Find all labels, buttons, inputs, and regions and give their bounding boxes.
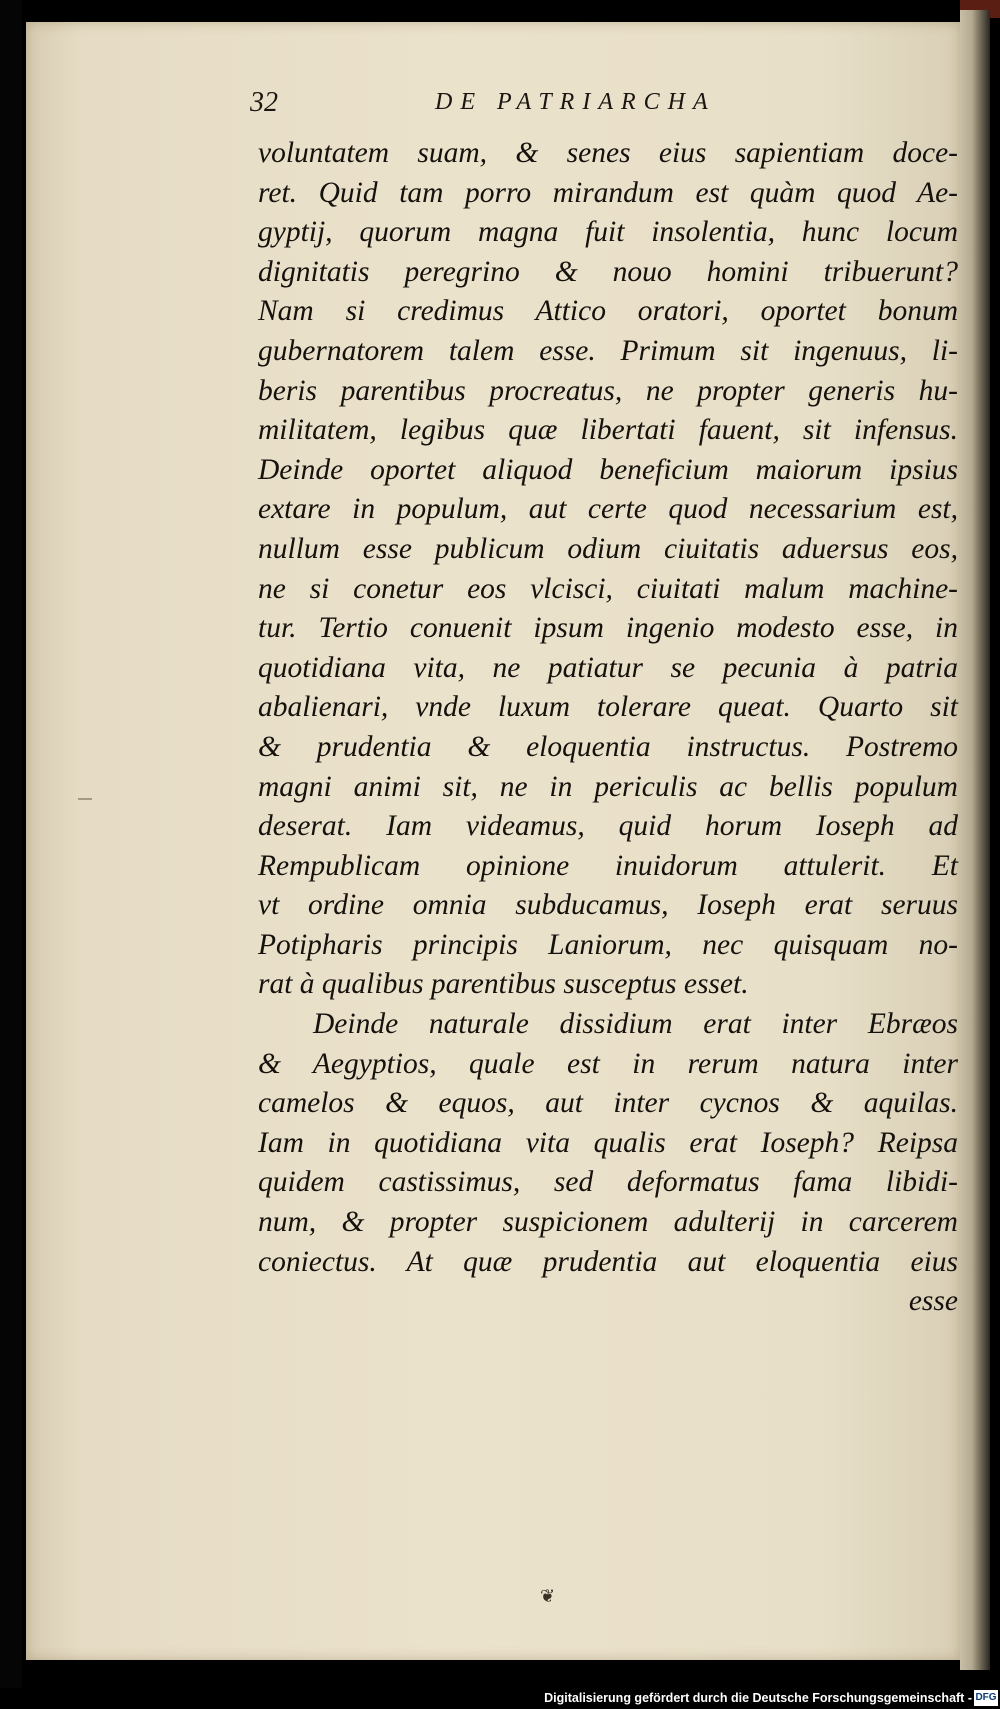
text-line: ret. Quid tam porro mirandum est quàm quod Ae- [258, 176, 958, 209]
page-bottom-mark: ❦ [540, 1586, 556, 1606]
text-line: coniectus. At quæ prudentia aut eloquentia eius [258, 1245, 958, 1278]
text-line: dignitatis peregrino & nouo homini tribuerunt? [258, 255, 958, 288]
text-line: & Aegyptios, quale est in rerum natura inter [258, 1047, 958, 1080]
text-line: Iam in quotidiana vita qualis erat Ioseph? Reipsa [258, 1126, 958, 1159]
text-line: vt ordine omnia subducamus, Ioseph erat seruus [258, 889, 958, 922]
text-line: Nam si credimus Attico oratori, oportet bonum [258, 295, 958, 328]
running-head: DE PATRIARCHA [435, 89, 716, 115]
text-line: camelos & equos, aut inter cycnos & aquilas. [258, 1087, 958, 1120]
text-line: deserat. Iam videamus, quid horum Ioseph ad [258, 810, 958, 843]
text-line: num, & propter suspicionem adulterij in carcerem [258, 1206, 958, 1239]
text-line: tur. Tertio conuenit ipsum ingenio modesto esse, in [258, 612, 958, 645]
digitization-footer [0, 1688, 1000, 1709]
text-line: Deinde naturale dissidium erat inter Ebræos [313, 1008, 958, 1041]
text-line: gubernatorem talem esse. Primum sit ingenuus, li- [258, 334, 958, 367]
body-text [258, 134, 958, 1322]
text-line: rat à qualibus parentibus susceptus esset. [258, 968, 749, 1001]
dfg-logo: DFG [974, 1690, 998, 1706]
page-fore-edge [960, 10, 990, 1670]
page-number: 32 [250, 87, 278, 118]
text-line: abalienari, vnde luxum tolerare queat. Quarto sit [258, 691, 958, 724]
text-line: ne si conetur eos vlcisci, ciuitati malum machine- [258, 572, 958, 605]
text-line: nullum esse publicum odium ciuitatis aduersus eos, [258, 532, 958, 565]
catchword: esse [908, 1285, 958, 1318]
text-line: magni animi sit, ne in periculis ac bellis populum [258, 770, 958, 803]
text-line: Potipharis principis Laniorum, nec quisquam no- [258, 928, 958, 961]
text-line: quotidiana vita, ne patiatur se pecunia à patria [258, 651, 958, 684]
text-line: Rempublicam opinione inuidorum attulerit. Et [258, 849, 958, 882]
text-line: extare in populum, aut certe quod necessarium est, [258, 493, 958, 526]
scan-left-border [0, 0, 22, 1709]
text-line: quidem castissimus, sed deformatus fama libidi- [258, 1166, 958, 1199]
footer-credit: Digitalisierung gefördert durch die Deutsche Forschungsgemeinschaft - [544, 1691, 972, 1705]
text-line: gyptij, quorum magna fuit insolentia, hunc locum [258, 216, 958, 249]
text-line: voluntatem suam, & senes eius sapientiam doce- [258, 137, 958, 169]
text-line: beris parentibus procreatus, ne propter generis hu- [258, 374, 958, 407]
text-line: militatem, legibus quæ libertati fauent, sit infensus. [258, 414, 958, 447]
text-line: & prudentia & eloquentia instructus. Postremo [258, 730, 958, 763]
page-header [250, 87, 950, 123]
margin-mark [78, 798, 92, 800]
text-line: Deinde oportet aliquod beneficium maiorum ipsius [258, 453, 958, 486]
